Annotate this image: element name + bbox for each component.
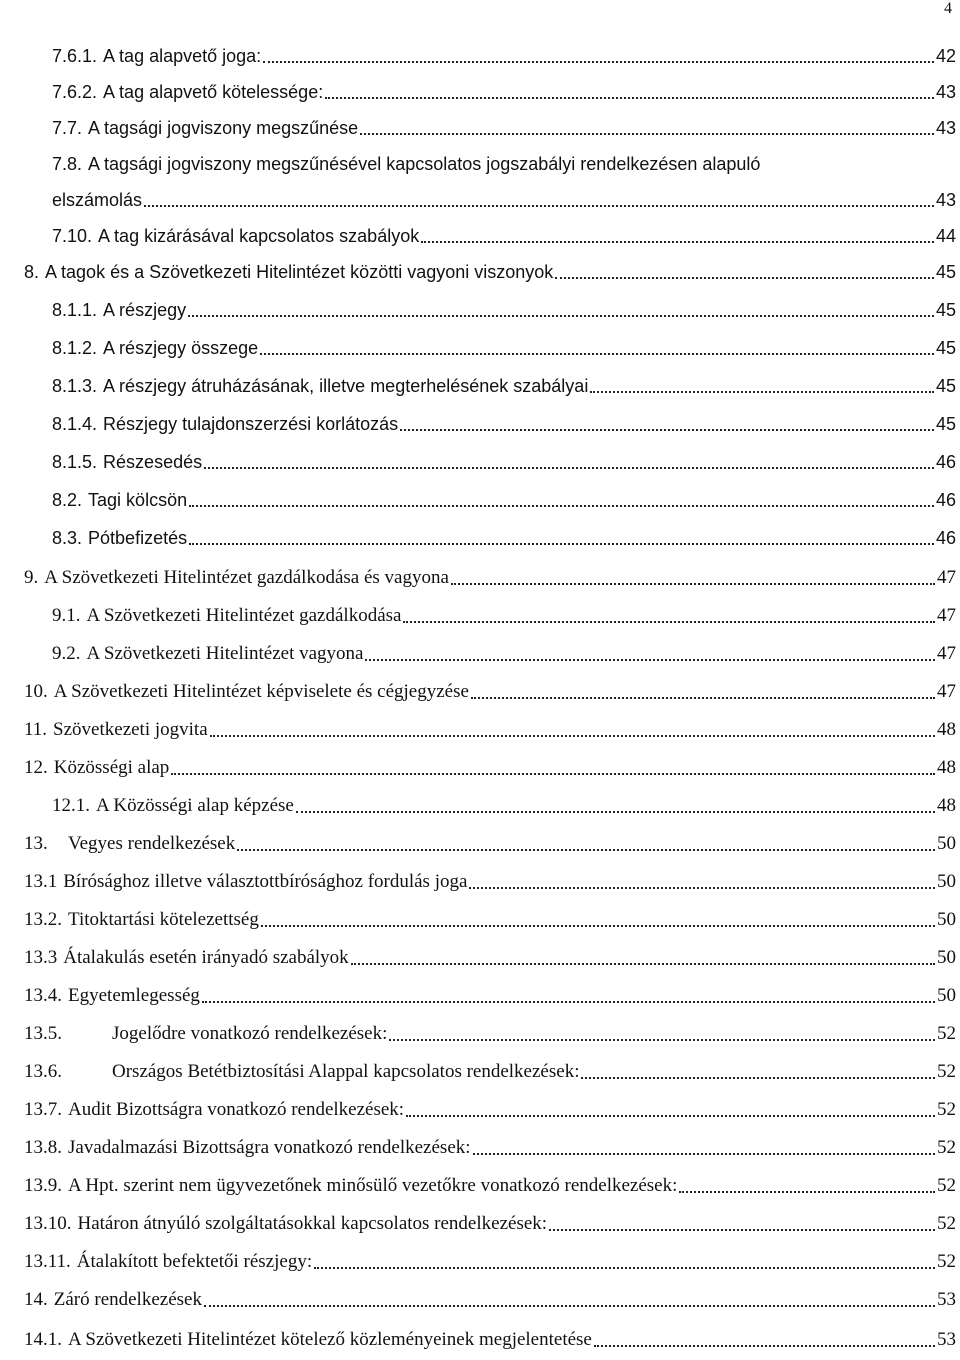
- toc-line: [0, 370, 956, 398]
- toc-title: A részjegy: [103, 300, 187, 320]
- toc-dot-leader: [473, 1152, 935, 1155]
- toc-dot-leader: [204, 466, 934, 469]
- toc-page-number: 52: [937, 1213, 956, 1234]
- toc-title: A részjegy átruházásának, illetve megterhelésének szabályai: [103, 376, 589, 396]
- toc-title: A tagsági jogviszony megszűnése: [88, 118, 359, 138]
- toc-line: [0, 1056, 956, 1084]
- toc-title: elszámolás: [52, 190, 143, 210]
- toc-line: [0, 1324, 956, 1352]
- page-number: 4: [944, 0, 952, 17]
- toc-page-number: 48: [937, 719, 956, 740]
- toc-number: 8.1.4.: [52, 414, 98, 434]
- toc-title: A részjegy összege: [103, 338, 259, 358]
- toc-entry-first-line: [0, 148, 956, 176]
- toc-dot-leader: [261, 924, 935, 927]
- toc-line: [0, 256, 956, 284]
- toc-page-number: 45: [935, 300, 956, 320]
- toc-number: 13.10.: [24, 1213, 72, 1234]
- toc-dot-leader: [296, 810, 935, 813]
- toc-page-number: 43: [935, 190, 956, 210]
- toc-dot-leader: [360, 132, 934, 135]
- toc-line: [0, 112, 956, 140]
- toc-line: [0, 828, 956, 856]
- toc-page-number: 46: [935, 528, 956, 548]
- toc-title: Közösségi alap: [53, 757, 170, 778]
- toc-number: 13.8.: [24, 1137, 62, 1158]
- toc-dot-leader: [471, 696, 935, 699]
- toc-dot-leader: [314, 1266, 935, 1269]
- toc-line: [0, 522, 956, 550]
- toc-title: Szövetkezeti jogvita: [53, 719, 208, 740]
- toc-title: Vegyes rendelkezések: [68, 833, 236, 854]
- toc-number: 13.2.: [24, 909, 62, 930]
- toc-line: [0, 866, 956, 894]
- toc-page-number: 52: [937, 1251, 956, 1272]
- toc-page-number: 50: [937, 947, 956, 968]
- toc-line: [0, 676, 956, 704]
- toc-line: [0, 1208, 956, 1236]
- toc-page-number: 43: [935, 82, 956, 102]
- toc-page-number: 46: [935, 452, 956, 472]
- toc-dot-leader: [590, 390, 934, 393]
- toc-dot-leader: [679, 1190, 935, 1193]
- toc-title: Bírósághoz illetve választottbírósághoz fordulás joga: [63, 871, 468, 892]
- toc-page-number: 50: [937, 985, 956, 1006]
- toc-dot-leader: [144, 204, 934, 207]
- toc-line: [0, 562, 956, 590]
- toc-title-first-line: A tagsági jogviszony megszűnésével kapcsolatos jogszabályi rendelkezésen alapuló: [88, 154, 761, 174]
- toc-title: Jogelődre vonatkozó rendelkezések:: [112, 1023, 388, 1044]
- toc-page-number: 50: [937, 833, 956, 854]
- toc-page-number: 53: [937, 1289, 956, 1310]
- toc-dot-leader: [189, 504, 934, 507]
- toc-line: [0, 332, 956, 360]
- toc-number: 14.1.: [24, 1329, 62, 1350]
- toc-number: 12.1.: [52, 795, 90, 816]
- toc-line: [0, 446, 956, 474]
- toc-page-number: 50: [937, 871, 956, 892]
- toc-dot-leader: [555, 276, 934, 279]
- toc-dot-leader: [260, 352, 934, 355]
- toc-dot-leader: [237, 848, 935, 851]
- toc-number: 13.: [24, 833, 48, 854]
- toc-line: [0, 220, 956, 248]
- toc-title: A Szövetkezeti Hitelintézet vagyona: [86, 643, 364, 664]
- toc-line: [0, 1284, 956, 1312]
- toc-title: Részjegy tulajdonszerzési korlátozás: [103, 414, 399, 434]
- toc-title: A tag alapvető kötelessége:: [103, 82, 324, 102]
- toc-title: A Szövetkezeti Hitelintézet gazdálkodása és vagyona: [44, 567, 449, 588]
- toc-number: 7.6.2.: [52, 82, 98, 102]
- toc-number: 13.9.: [24, 1175, 62, 1196]
- toc-page-number: 52: [937, 1023, 956, 1044]
- toc-line: [0, 904, 956, 932]
- toc-page-number: 52: [937, 1099, 956, 1120]
- toc-title: A Szövetkezeti Hitelintézet képviselete és cégjegyzése: [53, 681, 469, 702]
- toc-line: [0, 790, 956, 818]
- toc-dot-leader: [403, 620, 935, 623]
- toc-dot-leader: [406, 1114, 935, 1117]
- toc-number: 7.10.: [52, 226, 93, 246]
- toc-number: 13.11.: [24, 1251, 71, 1272]
- toc-title: A Hpt. szerint nem ügyvezetőnek minősülő vezetőkre vonatkozó rendelkezések:: [68, 1175, 678, 1196]
- toc-line: [0, 294, 956, 322]
- toc-dot-leader: [210, 734, 935, 737]
- toc-number: 13.6.: [24, 1061, 62, 1082]
- toc-line: [0, 1132, 956, 1160]
- toc-page-number: 53: [937, 1329, 956, 1350]
- toc-title: Pótbefizetés: [88, 528, 188, 548]
- toc-title: Országos Betétbiztosítási Alappal kapcsolatos rendelkezések:: [112, 1061, 580, 1082]
- toc-page-number: 45: [935, 414, 956, 434]
- toc-page-number: 45: [935, 262, 956, 282]
- toc-number: 10.: [24, 681, 48, 702]
- toc-number: 8.1.1.: [52, 300, 98, 320]
- toc-number: 7.7.: [52, 118, 83, 138]
- toc-line: [0, 980, 956, 1008]
- toc-page-number: 45: [935, 338, 956, 358]
- toc-line: [0, 484, 956, 512]
- toc-title: A Szövetkezeti Hitelintézet kötelező közleményeinek megjelentetése: [68, 1329, 592, 1350]
- toc-line: [0, 752, 956, 780]
- toc-title: A Szövetkezeti Hitelintézet gazdálkodása: [86, 605, 402, 626]
- toc-number: 13.1: [24, 871, 58, 892]
- toc-dot-leader: [581, 1076, 935, 1079]
- toc-title: Átalakított befektetői részjegy:: [76, 1251, 313, 1272]
- toc-number: 8.3.: [52, 528, 83, 548]
- toc-number: 8.2.: [52, 490, 83, 510]
- toc-title: Tagi kölcsön: [88, 490, 188, 510]
- toc-title: A tag kizárásával kapcsolatos szabályok: [98, 226, 420, 246]
- toc-dot-leader: [188, 314, 934, 317]
- toc-line: [0, 942, 956, 970]
- toc-dot-leader: [365, 658, 935, 661]
- toc-title: Határon átnyúló szolgáltatásokkal kapcsolatos rendelkezések:: [77, 1213, 548, 1234]
- toc-number: 13.4.: [24, 985, 62, 1006]
- toc-dot-leader: [351, 962, 935, 965]
- toc-page-number: 43: [935, 118, 956, 138]
- toc-line: [0, 1246, 956, 1274]
- toc-dot-leader: [202, 1000, 935, 1003]
- toc-number: 8.: [24, 262, 40, 282]
- toc-page-number: 50: [937, 909, 956, 930]
- toc-page-number: 48: [937, 757, 956, 778]
- toc-number: 13.3: [24, 947, 58, 968]
- toc-dot-leader: [421, 240, 934, 243]
- toc-number: 12.: [24, 757, 48, 778]
- toc-number: 8.1.5.: [52, 452, 98, 472]
- toc-number: 11.: [24, 719, 48, 740]
- toc-dot-leader: [400, 428, 934, 431]
- toc-page-number: 52: [937, 1061, 956, 1082]
- toc-line: [0, 638, 956, 666]
- toc-dot-leader: [594, 1344, 935, 1347]
- toc-number: 9.: [24, 567, 39, 588]
- toc-number: 13.5.: [24, 1023, 62, 1044]
- toc-title: A tag alapvető joga:: [103, 46, 262, 66]
- toc-dot-leader: [204, 1304, 935, 1307]
- toc-line: [0, 184, 956, 212]
- toc-page-number: 47: [937, 605, 956, 626]
- toc-dot-leader: [451, 582, 935, 585]
- toc-page-number: 44: [935, 226, 956, 246]
- toc-line: [0, 1018, 956, 1046]
- toc-title: Javadalmazási Bizottságra vonatkozó rendelkezések:: [68, 1137, 471, 1158]
- toc-dot-leader: [171, 772, 935, 775]
- toc-title: Titoktartási kötelezettség: [68, 909, 259, 930]
- toc-number: 9.1.: [52, 605, 81, 626]
- toc-title: A Közösségi alap képzése: [96, 795, 294, 816]
- toc-title: Részesedés: [103, 452, 203, 472]
- toc-page-number: 47: [937, 681, 956, 702]
- toc-page-number: 45: [935, 376, 956, 396]
- toc-dot-leader: [189, 542, 934, 545]
- toc-title: Audit Bizottságra vonatkozó rendelkezések:: [68, 1099, 405, 1120]
- toc-title: A tagok és a Szövetkezeti Hitelintézet közötti vagyoni viszonyok: [45, 262, 554, 282]
- toc-title: Egyetemlegesség: [68, 985, 200, 1006]
- toc-page-number: 46: [935, 490, 956, 510]
- toc-line: [0, 1170, 956, 1198]
- toc-line: [0, 1094, 956, 1122]
- toc-dot-leader: [469, 886, 935, 889]
- toc-page-number: 42: [935, 46, 956, 66]
- toc-line: [0, 714, 956, 742]
- toc-title: Átalakulás esetén irányadó szabályok: [63, 947, 349, 968]
- toc-number: 9.2.: [52, 643, 81, 664]
- toc-title: Záró rendelkezések: [53, 1289, 202, 1310]
- toc-number: 14.: [24, 1289, 48, 1310]
- toc-page-number: 48: [937, 795, 956, 816]
- toc-number: 7.6.1.: [52, 46, 98, 66]
- toc-number: 7.8.: [52, 154, 83, 174]
- toc-line: [0, 600, 956, 628]
- toc-number: 13.7.: [24, 1099, 62, 1120]
- toc-page-number: 52: [937, 1175, 956, 1196]
- toc-dot-leader: [549, 1228, 935, 1231]
- toc-number: 8.1.2.: [52, 338, 98, 358]
- toc-line: [0, 408, 956, 436]
- toc-page-number: 47: [937, 643, 956, 664]
- toc-page-number: 52: [937, 1137, 956, 1158]
- toc-number: 8.1.3.: [52, 376, 98, 396]
- toc-page-number: 47: [937, 567, 956, 588]
- toc-dot-leader: [389, 1038, 935, 1041]
